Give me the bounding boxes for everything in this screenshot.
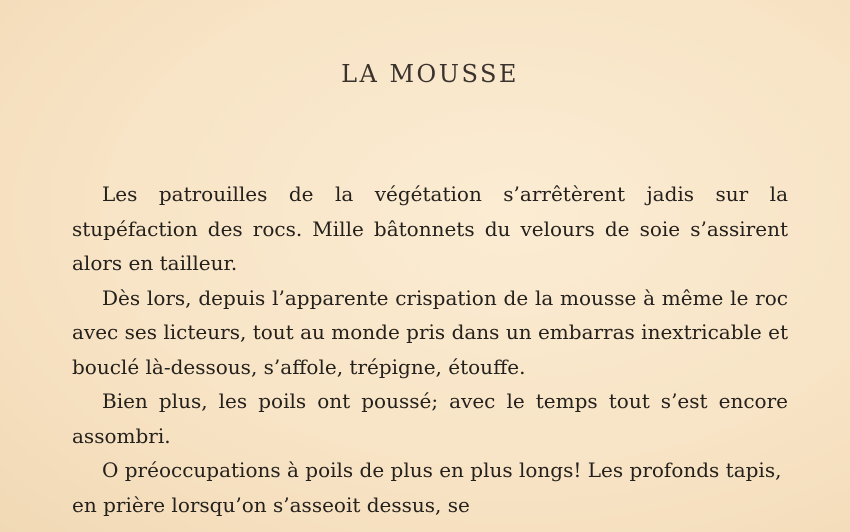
paragraph-4: O préoccupations à poils de plus en plus longs! Les profonds tapis, en prière lorsqu’on s’asseoit dessus, se [72,458,782,517]
body-text [72,177,788,522]
page-title: LA MOUSSE [341,60,519,89]
paragraph-2: Dès lors, depuis l’apparente crispation de la mousse à même le roc avec ses licteurs, tout au monde pris dans un embarras inextricable et bouclé là-dessous, s’affole, trépigne, étouffe. [72,285,788,379]
paragraph-1: Les patrouilles de la végétation s’arrêtèrent jadis sur la stupéfaction des rocs. Mille bâtonnets du velours de soie s’assirent alors en tailleur. [72,182,788,275]
paragraph-3: Bien plus, les poils ont poussé; avec le temps tout s’est encore assombri. [72,389,788,448]
